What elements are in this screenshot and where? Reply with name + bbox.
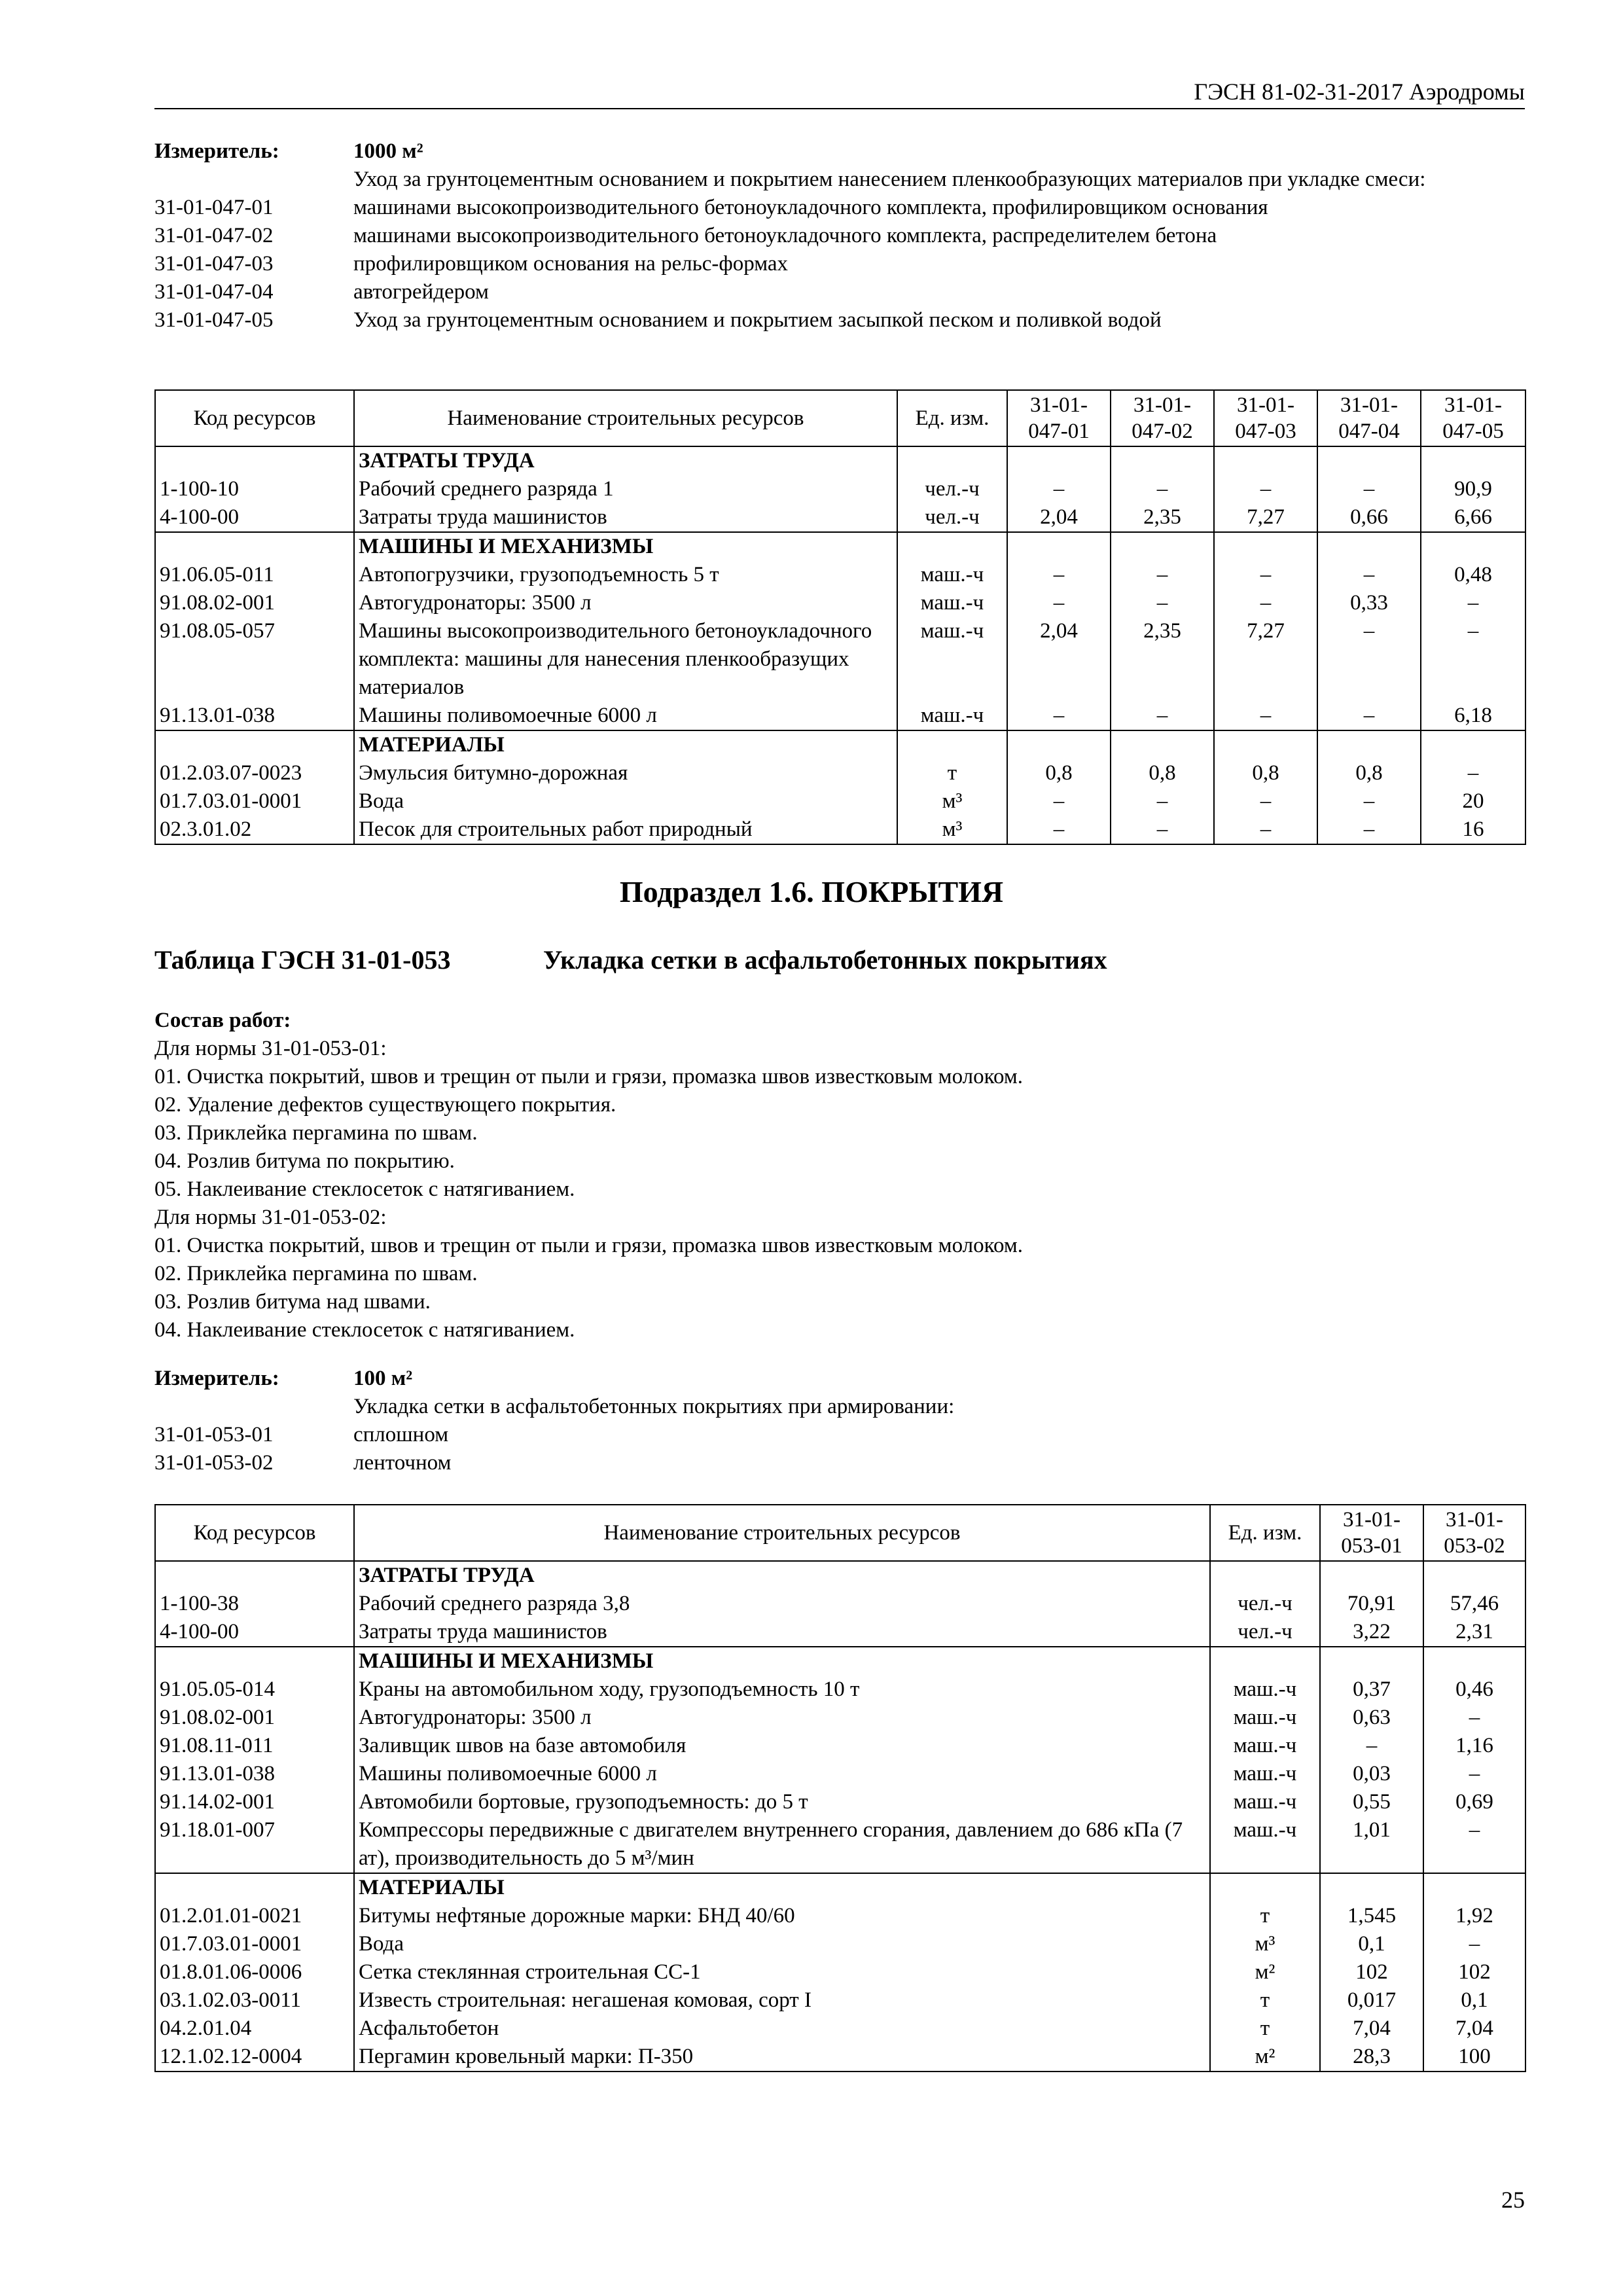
resource-code: 91.14.02-001 xyxy=(155,1788,354,1816)
resource-value: – xyxy=(1111,816,1214,844)
resource-code: 1-100-10 xyxy=(155,475,354,503)
resource-value: – xyxy=(1317,617,1421,702)
table-row xyxy=(155,702,1525,730)
resource-unit: м² xyxy=(1210,2043,1320,2072)
resource-value: – xyxy=(1007,561,1111,589)
table-heading-title: Укладка сетки в асфальтобетонных покрытиях xyxy=(543,945,1107,975)
resource-code: 01.7.03.01-0001 xyxy=(155,1930,354,1958)
resource-value: – xyxy=(1111,787,1214,816)
resource-value: – xyxy=(1317,816,1421,844)
resource-code: 04.2.01.04 xyxy=(155,2015,354,2043)
resource-unit: маш.-ч xyxy=(897,617,1007,702)
work-code-list xyxy=(154,1421,1525,1477)
section-title: ЗАТРАТЫ ТРУДА xyxy=(354,1561,1210,1590)
table-row xyxy=(155,1590,1525,1618)
resource-value: – xyxy=(1317,702,1421,730)
measure-block-2 xyxy=(154,1365,1525,1477)
resource-value: – xyxy=(1421,759,1525,787)
resource-unit: маш.-ч xyxy=(897,702,1007,730)
table-row xyxy=(155,2015,1525,2043)
resource-value: 57,46 xyxy=(1423,1590,1525,1618)
section-value-cell xyxy=(1421,446,1525,475)
section-row xyxy=(155,730,1525,759)
resource-value: 0,017 xyxy=(1320,1986,1423,2015)
table-row xyxy=(155,1704,1525,1732)
resource-name: Рабочий среднего разряда 3,8 xyxy=(354,1590,1210,1618)
section-code-cell xyxy=(155,1647,354,1676)
header-divider xyxy=(154,108,1525,109)
composition-line: 03. Приклейка пергамина по швам. xyxy=(154,1121,478,1145)
resource-value: – xyxy=(1423,1816,1525,1873)
resource-name: Машины поливомоечные 6000 л xyxy=(354,702,897,730)
resource-value: 102 xyxy=(1423,1958,1525,1986)
resource-code: 4-100-00 xyxy=(155,503,354,532)
resource-value: – xyxy=(1421,589,1525,617)
resource-code: 91.13.01-038 xyxy=(155,1760,354,1788)
resource-value: 0,46 xyxy=(1423,1676,1525,1704)
resource-name: Затраты труда машинистов xyxy=(354,503,897,532)
header-unit: Ед. изм. xyxy=(1210,1505,1320,1561)
resource-value: 2,04 xyxy=(1007,617,1111,702)
table-row xyxy=(155,816,1525,844)
composition-line: 02. Приклейка пергамина по швам. xyxy=(154,1262,478,1285)
section-unit-cell xyxy=(897,446,1007,475)
resource-value: 0,55 xyxy=(1320,1788,1423,1816)
resource-value: 0,8 xyxy=(1214,759,1317,787)
table-row xyxy=(155,617,1525,702)
section-row xyxy=(155,1561,1525,1590)
resource-unit: м³ xyxy=(897,816,1007,844)
resource-value: 0,63 xyxy=(1320,1704,1423,1732)
table-row xyxy=(155,589,1525,617)
resource-unit: т xyxy=(1210,2015,1320,2043)
table-row xyxy=(155,759,1525,787)
resource-unit: маш.-ч xyxy=(897,561,1007,589)
resource-unit: т xyxy=(1210,1902,1320,1930)
resource-value: 0,48 xyxy=(1421,561,1525,589)
resource-value: 2,35 xyxy=(1111,617,1214,702)
header-code: Код ресурсов xyxy=(155,390,354,446)
resource-value: – xyxy=(1423,1704,1525,1732)
resource-value: – xyxy=(1214,475,1317,503)
table-row xyxy=(155,1958,1525,1986)
resource-unit: маш.-ч xyxy=(1210,1760,1320,1788)
work-code-item xyxy=(154,222,1525,250)
resource-name: Компрессоры передвижные с двигателем внутреннего сгорания, давлением до 686 кПа (7 ат), производительность до 5 м³/мин xyxy=(354,1816,1210,1873)
resource-code: 12.1.02.12-0004 xyxy=(155,2043,354,2072)
section-code-cell xyxy=(155,446,354,475)
section-value-cell xyxy=(1423,1561,1525,1590)
resource-name: Песок для строительных работ природный xyxy=(354,816,897,844)
resource-name: Эмульсия битумно-дорожная xyxy=(354,759,897,787)
resource-unit: маш.-ч xyxy=(1210,1704,1320,1732)
work-code: 31-01-047-04 xyxy=(154,280,274,304)
table-heading xyxy=(154,944,1107,977)
resource-value: – xyxy=(1111,702,1214,730)
table-row xyxy=(155,1816,1525,1873)
work-code-item xyxy=(154,250,1525,278)
resource-unit: маш.-ч xyxy=(897,589,1007,617)
resource-unit: м² xyxy=(1210,1958,1320,1986)
section-value-cell xyxy=(1007,532,1111,561)
composition-line: 01. Очистка покрытий, швов и трещин от пыли и грязи, промазка швов известковым молоком. xyxy=(154,1234,1023,1257)
resource-name: Автопогрузчики, грузоподъемность 5 т xyxy=(354,561,897,589)
table-header-row xyxy=(155,390,1525,446)
resource-value: 2,35 xyxy=(1111,503,1214,532)
section-code-cell xyxy=(155,532,354,561)
header-name: Наименование строительных ресурсов xyxy=(354,390,897,446)
resource-unit: м³ xyxy=(897,787,1007,816)
table-row xyxy=(155,1788,1525,1816)
resource-value: 6,66 xyxy=(1421,503,1525,532)
work-code: 31-01-053-01 xyxy=(154,1423,274,1446)
section-value-cell xyxy=(1421,532,1525,561)
section-value-cell xyxy=(1214,730,1317,759)
work-code: 31-01-047-03 xyxy=(154,252,274,276)
resource-value: 1,16 xyxy=(1423,1732,1525,1760)
resource-unit: чел.-ч xyxy=(897,475,1007,503)
page-number: 25 xyxy=(1501,2187,1525,2213)
resource-unit: маш.-ч xyxy=(1210,1676,1320,1704)
section-unit-cell xyxy=(897,532,1007,561)
table-row xyxy=(155,1732,1525,1760)
composition-title: Состав работ: xyxy=(154,1009,291,1032)
resource-name: Машины поливомоечные 6000 л xyxy=(354,1760,1210,1788)
section-code-cell xyxy=(155,1561,354,1590)
resource-value: 16 xyxy=(1421,816,1525,844)
resource-value: 102 xyxy=(1320,1958,1423,1986)
resource-name: Затраты труда машинистов xyxy=(354,1618,1210,1647)
table-header-row xyxy=(155,1505,1525,1561)
work-code-list xyxy=(154,194,1525,334)
composition-block xyxy=(154,1007,1525,1344)
section-unit-cell xyxy=(1210,1561,1320,1590)
resource-name: Вода xyxy=(354,1930,1210,1958)
resource-code: 91.08.05-057 xyxy=(155,617,354,702)
resource-value: 90,9 xyxy=(1421,475,1525,503)
section-title: МАШИНЫ И МЕХАНИЗМЫ xyxy=(354,1647,1210,1676)
composition-line: Для нормы 31-01-053-02: xyxy=(154,1206,387,1229)
work-code: 31-01-053-02 xyxy=(154,1451,274,1475)
resource-value: 0,8 xyxy=(1007,759,1111,787)
resource-name: Пергамин кровельный марки: П-350 xyxy=(354,2043,1210,2072)
resource-value: – xyxy=(1317,475,1421,503)
resource-value: – xyxy=(1421,617,1525,702)
resource-name: Автомобили бортовые, грузоподъемность: до 5 т xyxy=(354,1788,1210,1816)
table-row xyxy=(155,2043,1525,2072)
table-row xyxy=(155,1760,1525,1788)
section-value-cell xyxy=(1317,730,1421,759)
measure-label: Измеритель: xyxy=(154,1367,279,1390)
section-value-cell xyxy=(1007,446,1111,475)
composition-line: 04. Наклеивание стеклосеток с натягиванием. xyxy=(154,1318,575,1342)
measure-intro: Укладка сетки в асфальтобетонных покрытиях при армировании: xyxy=(353,1395,955,1418)
resource-value: 3,22 xyxy=(1320,1618,1423,1647)
resource-code: 91.08.02-001 xyxy=(155,589,354,617)
header-norm-column: 31-01-047-02 xyxy=(1111,390,1214,446)
section-value-cell xyxy=(1421,730,1525,759)
composition-line: Для нормы 31-01-053-01: xyxy=(154,1037,387,1060)
resource-name: Краны на автомобильном ходу, грузоподъемность 10 т xyxy=(354,1676,1210,1704)
section-code-cell xyxy=(155,730,354,759)
header-norm-column: 31-01-053-02 xyxy=(1423,1505,1525,1561)
resource-value: – xyxy=(1111,589,1214,617)
measure-value: 100 м² xyxy=(353,1367,413,1390)
composition-line: 04. Розлив битума по покрытию. xyxy=(154,1149,455,1173)
resource-name: Автогудронаторы: 3500 л xyxy=(354,589,897,617)
table-row xyxy=(155,1986,1525,2015)
resource-value: 6,18 xyxy=(1421,702,1525,730)
section-value-cell xyxy=(1111,730,1214,759)
resources-table-1-container xyxy=(154,389,1525,845)
resource-value: – xyxy=(1423,1930,1525,1958)
resource-code: 02.3.01.02 xyxy=(155,816,354,844)
resource-value: 1,92 xyxy=(1423,1902,1525,1930)
resource-name: Машины высокопроизводительного бетоноукладочного комплекта: машины для нанесения пленкообразущих материалов xyxy=(354,617,897,702)
resource-value: 1,545 xyxy=(1320,1902,1423,1930)
section-title: МАТЕРИАЛЫ xyxy=(354,730,897,759)
resource-name: Сетка стеклянная строительная СС-1 xyxy=(354,1958,1210,1986)
section-value-cell xyxy=(1214,532,1317,561)
section-unit-cell xyxy=(1210,1647,1320,1676)
resource-value: 7,04 xyxy=(1423,2015,1525,2043)
resource-name: Автогудронаторы: 3500 л xyxy=(354,1704,1210,1732)
resource-code: 1-100-38 xyxy=(155,1590,354,1618)
section-code-cell xyxy=(155,1873,354,1902)
work-code-item xyxy=(154,1421,1525,1449)
resource-value: 7,04 xyxy=(1320,2015,1423,2043)
header-norm-column: 31-01-047-05 xyxy=(1421,390,1525,446)
section-unit-cell xyxy=(1210,1873,1320,1902)
table-row xyxy=(155,1902,1525,1930)
resource-name: Битумы нефтяные дорожные марки: БНД 40/60 xyxy=(354,1902,1210,1930)
work-code-item xyxy=(154,1449,1525,1477)
work-code: 31-01-047-02 xyxy=(154,224,274,247)
section-title: МАТЕРИАЛЫ xyxy=(354,1873,1210,1902)
work-description: сплошном xyxy=(353,1423,449,1446)
work-code-item xyxy=(154,306,1525,334)
resource-value: – xyxy=(1007,787,1111,816)
composition-line: 03. Розлив битума над швами. xyxy=(154,1290,431,1314)
header-norm-column: 31-01-053-01 xyxy=(1320,1505,1423,1561)
resource-value: 0,37 xyxy=(1320,1676,1423,1704)
resource-unit: т xyxy=(897,759,1007,787)
work-description: профилировщиком основания на рельс-формах xyxy=(353,252,789,276)
resource-code: 4-100-00 xyxy=(155,1618,354,1647)
section-row xyxy=(155,446,1525,475)
resource-value: – xyxy=(1214,561,1317,589)
resource-name: Заливщик швов на базе автомобиля xyxy=(354,1732,1210,1760)
resource-unit: м³ xyxy=(1210,1930,1320,1958)
header-code: Код ресурсов xyxy=(155,1505,354,1561)
resource-name: Асфальтобетон xyxy=(354,2015,1210,2043)
resources-table-2 xyxy=(154,1504,1526,2072)
section-value-cell xyxy=(1214,446,1317,475)
resource-value: – xyxy=(1317,787,1421,816)
resource-code: 91.08.11-011 xyxy=(155,1732,354,1760)
work-description: автогрейдером xyxy=(353,280,489,304)
table-row xyxy=(155,503,1525,532)
section-value-cell xyxy=(1317,532,1421,561)
header-unit: Ед. изм. xyxy=(897,390,1007,446)
resource-value: 100 xyxy=(1423,2043,1525,2072)
measure-block-1 xyxy=(154,137,1525,334)
resource-unit: маш.-ч xyxy=(1210,1788,1320,1816)
resource-code: 91.06.05-011 xyxy=(155,561,354,589)
resource-value: 20 xyxy=(1421,787,1525,816)
section-title: МАШИНЫ И МЕХАНИЗМЫ xyxy=(354,532,897,561)
resource-value: – xyxy=(1214,589,1317,617)
resources-table-2-container xyxy=(154,1504,1525,2072)
document-header-title: ГЭСН 81-02-31-2017 Аэродромы xyxy=(1194,79,1525,105)
resource-value: 0,33 xyxy=(1317,589,1421,617)
resource-value: 0,69 xyxy=(1423,1788,1525,1816)
table-row xyxy=(155,787,1525,816)
section-value-cell xyxy=(1320,1873,1423,1902)
resource-value: 0,03 xyxy=(1320,1760,1423,1788)
section-value-cell xyxy=(1111,446,1214,475)
composition-line: 05. Наклеивание стеклосеток с натягиванием. xyxy=(154,1177,575,1201)
resource-name: Рабочий среднего разряда 1 xyxy=(354,475,897,503)
resource-value: 70,91 xyxy=(1320,1590,1423,1618)
resource-value: – xyxy=(1214,787,1317,816)
resource-value: 2,04 xyxy=(1007,503,1111,532)
work-code: 31-01-047-01 xyxy=(154,196,274,219)
resource-value: – xyxy=(1007,589,1111,617)
composition-line: 01. Очистка покрытий, швов и трещин от пыли и грязи, промазка швов известковым молоком. xyxy=(154,1065,1023,1088)
section-title: ЗАТРАТЫ ТРУДА xyxy=(354,446,897,475)
resource-code: 91.13.01-038 xyxy=(155,702,354,730)
measure-value: 1000 м² xyxy=(353,139,423,163)
resource-value: 28,3 xyxy=(1320,2043,1423,2072)
section-row xyxy=(155,1873,1525,1902)
resource-unit: чел.-ч xyxy=(897,503,1007,532)
resource-unit: чел.-ч xyxy=(1210,1618,1320,1647)
resource-value: – xyxy=(1214,816,1317,844)
work-code-item xyxy=(154,278,1525,306)
resource-value: 0,1 xyxy=(1320,1930,1423,1958)
resource-name: Известь строительная: негашеная комовая, сорт I xyxy=(354,1986,1210,2015)
resource-value: – xyxy=(1007,475,1111,503)
resource-name: Вода xyxy=(354,787,897,816)
resource-value: 7,27 xyxy=(1214,503,1317,532)
work-description: машинами высокопроизводительного бетоноукладочного комплекта, профилировщиком основания xyxy=(353,196,1268,219)
measure-intro: Уход за грунтоцементным основанием и покрытием нанесением пленкообразующих материалов при укладке смеси: xyxy=(353,168,1426,191)
section-value-cell xyxy=(1111,532,1214,561)
resource-code: 91.08.02-001 xyxy=(155,1704,354,1732)
header-name: Наименование строительных ресурсов xyxy=(354,1505,1210,1561)
resource-value: – xyxy=(1111,561,1214,589)
header-norm-column: 31-01-047-04 xyxy=(1317,390,1421,446)
resource-value: – xyxy=(1111,475,1214,503)
resource-unit: чел.-ч xyxy=(1210,1590,1320,1618)
section-value-cell xyxy=(1423,1873,1525,1902)
resource-value: 0,8 xyxy=(1317,759,1421,787)
composition-list xyxy=(154,1035,1525,1344)
section-value-cell xyxy=(1007,730,1111,759)
resources-table-1 xyxy=(154,389,1526,845)
resource-code: 03.1.02.03-0011 xyxy=(155,1986,354,2015)
resource-code: 01.2.01.01-0021 xyxy=(155,1902,354,1930)
work-code-item xyxy=(154,194,1525,222)
measure-label: Измеритель: xyxy=(154,139,279,163)
composition-line: 02. Удаление дефектов существующего покрытия. xyxy=(154,1093,616,1117)
resource-value: – xyxy=(1317,561,1421,589)
resource-code: 01.7.03.01-0001 xyxy=(155,787,354,816)
section-row xyxy=(155,532,1525,561)
resource-value: 7,27 xyxy=(1214,617,1317,702)
resource-value: – xyxy=(1007,816,1111,844)
resource-value: 0,66 xyxy=(1317,503,1421,532)
table-row xyxy=(155,561,1525,589)
resource-value: – xyxy=(1214,702,1317,730)
work-code: 31-01-047-05 xyxy=(154,308,274,332)
table-row xyxy=(155,1930,1525,1958)
resource-code: 91.05.05-014 xyxy=(155,1676,354,1704)
work-description: машинами высокопроизводительного бетоноукладочного комплекта, распределителем бетона xyxy=(353,224,1217,247)
table-row xyxy=(155,475,1525,503)
resource-code: 01.8.01.06-0006 xyxy=(155,1958,354,1986)
resource-code: 91.18.01-007 xyxy=(155,1816,354,1873)
section-row xyxy=(155,1647,1525,1676)
resource-value: – xyxy=(1320,1732,1423,1760)
resource-unit: маш.-ч xyxy=(1210,1732,1320,1760)
work-description: Уход за грунтоцементным основанием и покрытием засыпкой песком и поливкой водой xyxy=(353,308,1162,332)
section-value-cell xyxy=(1423,1647,1525,1676)
resource-value: 0,8 xyxy=(1111,759,1214,787)
work-description: ленточном xyxy=(353,1451,452,1475)
resource-value: – xyxy=(1007,702,1111,730)
resource-unit: маш.-ч xyxy=(1210,1816,1320,1873)
table-heading-label: Таблица ГЭСН 31-01-053 xyxy=(154,945,451,975)
subsection-title: Подраздел 1.6. ПОКРЫТИЯ xyxy=(619,875,1004,908)
resource-unit: т xyxy=(1210,1986,1320,2015)
section-value-cell xyxy=(1317,446,1421,475)
section-value-cell xyxy=(1320,1561,1423,1590)
table-row xyxy=(155,1618,1525,1647)
resource-code: 01.2.03.07-0023 xyxy=(155,759,354,787)
section-value-cell xyxy=(1320,1647,1423,1676)
resource-value: – xyxy=(1423,1760,1525,1788)
header-norm-column: 31-01-047-03 xyxy=(1214,390,1317,446)
resource-value: 1,01 xyxy=(1320,1816,1423,1873)
section-unit-cell xyxy=(897,730,1007,759)
header-norm-column: 31-01-047-01 xyxy=(1007,390,1111,446)
resource-value: 0,1 xyxy=(1423,1986,1525,2015)
table-row xyxy=(155,1676,1525,1704)
resource-value: 2,31 xyxy=(1423,1618,1525,1647)
